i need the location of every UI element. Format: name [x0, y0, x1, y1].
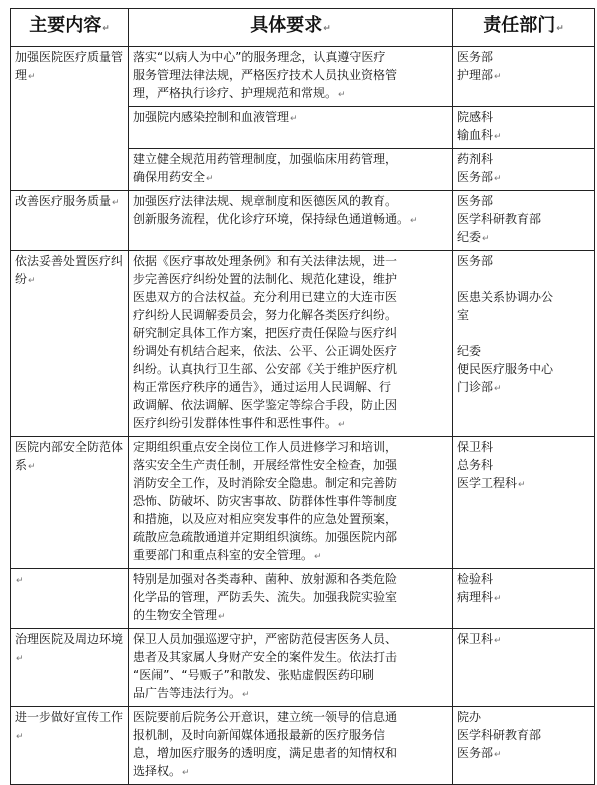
paragraph-mark: ↵: [314, 552, 322, 562]
department-name: 医学科研教育部: [457, 212, 542, 226]
table-header-row: [11, 9, 595, 47]
topic-cell: [11, 707, 129, 785]
requirement-line: 理，严格执行诊疗、护理规范和常规。↵: [133, 86, 346, 100]
requirement-line: 落实“以病人为中心”的服务理念，认真遵守医疗: [133, 50, 386, 64]
department-cell: [453, 569, 595, 629]
requirement-line: 落实安全生产责任制，开展经常性安全检查，加强: [133, 458, 398, 472]
department-cell: [453, 47, 595, 107]
requirement-line: 定期组织重点安全岗位工作人员进修学习和培训，: [133, 440, 398, 454]
document-page: [10, 8, 594, 785]
topic-cell: [11, 251, 129, 437]
requirement-cell: [129, 251, 453, 437]
department-name: 纪委: [457, 344, 482, 358]
paragraph-mark: ↵: [28, 462, 36, 472]
requirement-line: 依据《医疗事故处理条例》和有关法律法规，进一: [133, 254, 398, 268]
requirement-cell: [129, 191, 453, 251]
topic-text: 改善医疗服务质量: [15, 194, 112, 208]
department-name: 医患关系协调办公: [457, 290, 554, 304]
department-cell: [453, 251, 595, 437]
requirement-line: 患者及其家属人身财产安全的案件发生。依法打击: [133, 650, 398, 664]
requirement-line: 研究制定具体工作方案，把医疗责任保险与医疗纠: [133, 326, 398, 340]
department-name: 室: [457, 308, 470, 322]
department-name: 总务科: [457, 458, 494, 472]
department-name: 便民医疗服务中心: [457, 362, 554, 376]
requirement-line: 重要部门和重点科室的安全管理。↵: [133, 548, 322, 562]
topic-text: 治理医院及周边环境: [15, 632, 124, 646]
department-name: 医务部: [457, 254, 494, 268]
table-row: [11, 569, 595, 629]
department-name: 保卫科↵: [457, 632, 502, 646]
department-name: 医务部↵: [457, 746, 502, 760]
requirement-line: 医患双方的合法权益。充分利用已建立的大连市医: [133, 290, 398, 304]
requirement-line: 选择权。↵: [133, 764, 190, 778]
department-name: 输血科↵: [457, 128, 502, 142]
requirement-line: 疏散应急疏散通道并定期组织演练。加强医院内部: [133, 530, 398, 544]
requirement-line: 服务管理法律法规，严格医疗技术人员执业资格管: [133, 68, 398, 82]
requirement-cell: [129, 107, 453, 149]
paragraph-mark: ↵: [494, 384, 502, 394]
paragraph-mark: ↵: [182, 768, 190, 778]
department-name: 保卫科: [457, 440, 494, 454]
department-name: 病理科↵: [457, 590, 502, 604]
paragraph-mark: ↵: [410, 216, 418, 226]
paragraph-mark: ↵: [482, 234, 490, 244]
topic-cell: [11, 191, 129, 251]
requirement-cell: [129, 149, 453, 191]
requirement-cell: [129, 707, 453, 785]
requirement-cell: [129, 569, 453, 629]
topic-cell: [11, 569, 129, 629]
topic-text: 依法妥善处置医疗纠纷: [15, 254, 124, 286]
header-main-content: 主要内容↵: [11, 9, 129, 47]
requirement-line: 和措施，以及应对相应突发事件的应急处置预案，: [133, 512, 398, 526]
paragraph-mark: ↵: [494, 174, 502, 184]
header-specific-requirements: 具体要求↵: [129, 9, 453, 47]
paragraph-mark: ↵: [112, 198, 120, 208]
department-name: 纪委↵: [457, 230, 490, 244]
department-name: 门诊部↵: [457, 380, 502, 394]
topic-cell: [11, 47, 129, 191]
department-name: 院感科: [457, 110, 494, 124]
requirement-line: 构正常医疗秩序的通告》，通过运用人民调解、行: [133, 380, 392, 394]
department-name: 医务部↵: [457, 170, 502, 184]
topic-text: 医院内部安全防范体系: [15, 440, 124, 472]
responsibility-table: [10, 8, 595, 785]
requirement-line: 保卫人员加强巡逻守护，严密防范侵害医务人员、: [133, 632, 398, 646]
requirement-line: 创新服务流程，优化诊疗环境，保持绿色通道畅通。↵: [133, 212, 418, 226]
department-cell: [453, 437, 595, 569]
requirement-line: 恐怖、防破坏、防灾害事故、防群体性事件等制度: [133, 494, 398, 508]
requirement-cell: [129, 47, 453, 107]
department-name: 院办: [457, 710, 482, 724]
paragraph-mark: ↵: [338, 90, 346, 100]
requirement-line: 确保用药安全↵: [133, 170, 214, 184]
paragraph-mark: ↵: [16, 732, 24, 742]
topic-text: 进一步做好宣传工作: [15, 710, 124, 724]
table-row: [11, 629, 595, 707]
department-cell: [453, 107, 595, 149]
table-row: [11, 251, 595, 437]
requirement-line: 息，增加医疗服务的透明度，满足患者的知情权和: [133, 746, 398, 760]
requirement-line: 纠纷。认真执行卫生部、公安部《关于维护医疗机: [133, 362, 398, 376]
department-name: 医学工程科↵: [457, 476, 526, 490]
department-name: 药剂科: [457, 152, 494, 166]
department-name: [457, 270, 590, 288]
paragraph-mark: ↵: [494, 636, 502, 646]
requirement-cell: [129, 629, 453, 707]
department-cell: [453, 629, 595, 707]
requirement-line: 医院要前后院务公开意识，建立统一领导的信息通: [133, 710, 398, 724]
paragraph-mark: ↵: [218, 612, 226, 622]
department-name: [457, 324, 590, 342]
requirement-line: 建立健全规范用药管理制度，加强临床用药管理，: [133, 152, 398, 166]
requirement-cell: [129, 437, 453, 569]
table-row: [11, 47, 595, 107]
requirement-line: 化学品的管理，严防丢失、流失。加强我院实验室: [133, 590, 398, 604]
table-row: [11, 437, 595, 569]
paragraph-mark: ↵: [16, 576, 24, 586]
department-name: 检验科: [457, 572, 494, 586]
paragraph-mark: ↵: [28, 276, 36, 286]
paragraph-mark: ↵: [290, 114, 298, 124]
requirement-line: 消防安全工作，及时消除安全隐患。制定和完善防: [133, 476, 398, 490]
paragraph-mark: ↵: [242, 690, 250, 700]
table-row: [11, 191, 595, 251]
requirement-line: 政调解、依法调解、医学鉴定等综合手段，防止因: [133, 398, 398, 412]
department-name: 医学科研教育部: [457, 728, 542, 742]
topic-cell: [11, 437, 129, 569]
table-row: [11, 707, 595, 785]
paragraph-mark: ↵: [28, 72, 36, 82]
header-responsible-dept: 责任部门↵: [453, 9, 595, 47]
requirement-line: 报机制，及时向新闻媒体通报最新的医疗服务信: [133, 728, 386, 742]
topic-cell: [11, 629, 129, 707]
topic-text: 加强医院医疗质量管理: [15, 50, 124, 82]
table-body: [11, 47, 595, 785]
paragraph-mark: ↵: [206, 174, 214, 184]
requirement-line: 的生物安全管理↵: [133, 608, 226, 622]
paragraph-mark: ↵: [494, 72, 502, 82]
department-name: 医务部: [457, 50, 494, 64]
requirement-line: 医疗纠纷引发群体性事件和恶性事件。↵: [133, 416, 346, 430]
paragraph-mark: ↵: [494, 750, 502, 760]
paragraph-mark: ↵: [16, 654, 24, 664]
paragraph-mark: ↵: [338, 420, 346, 430]
requirement-line: 特别是加强对各类毒种、菌种、放射源和各类危险: [133, 572, 398, 586]
department-cell: [453, 707, 595, 785]
department-cell: [453, 149, 595, 191]
requirement-line: 疗纠纷人民调解委员会，努力化解各类医疗纠纷。: [133, 308, 398, 322]
requirement-line: “医闹”、“号贩子”和散发、张贴虚假医药印刷: [133, 668, 374, 682]
paragraph-mark: ↵: [494, 594, 502, 604]
requirement-line: 纷调处有机结合起来，依法、公平、公正调处医疗: [133, 344, 398, 358]
requirement-line: 加强医疗法律法规、规章制度和医德医风的教育。: [133, 194, 398, 208]
requirement-line: 品广告等违法行为。↵: [133, 686, 250, 700]
department-cell: [453, 191, 595, 251]
department-name: 医务部: [457, 194, 494, 208]
requirement-line: 加强院内感染控制和血液管理↵: [133, 110, 298, 124]
requirement-line: 步完善医疗纠纷处置的法制化、规范化建设，维护: [133, 272, 398, 286]
paragraph-mark: ↵: [494, 132, 502, 142]
paragraph-mark: ↵: [518, 480, 526, 490]
department-name: 护理部↵: [457, 68, 502, 82]
